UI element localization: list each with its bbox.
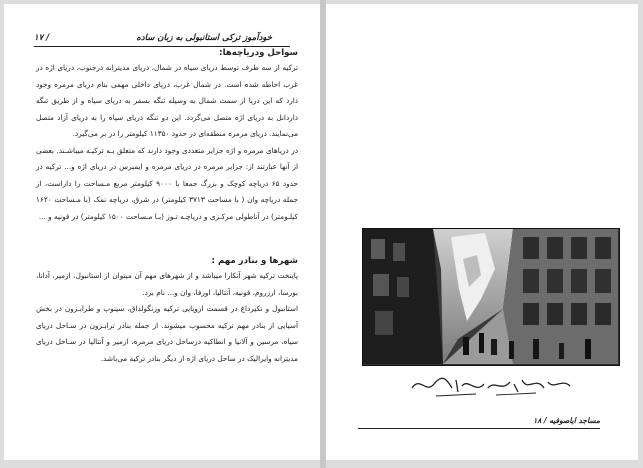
photo-caption: [406, 370, 576, 400]
paragraph: در دریاهای مرمره و اژه جزایر متعددی وجود دارند که متعلق بـه ترکیـه میباشـند. بعضی از آنها عبارتند از: جزایر مرمره در دریای مرمره و ایمبرس در دریای اژه و... ترکیه در حدود ۶۵ دریاچه کوچک و بزرگ جمعا با ۹۰۰۰ کیلومتر مربع مـساحت را داراست، از جمله دریاچه وان ( با مساحت ۳۷۱۳ کیلومتر) در شرق، دریاچه نمک (با مـساحت ۱۶۲۰ کیلـومتر) در آناطولی مرکـزی و دریاچـه تـوز (بـا مـساحت ۱۵۰۰ کیلومتر) در قونیه و ...: [36, 145, 298, 221]
section-coasts: [36, 46, 298, 225]
page-number: / ۱۷: [34, 33, 50, 43]
handwritten-caption: [406, 370, 576, 400]
book-title: خودآموز ترکی استانبولی به زبان ساده: [136, 33, 272, 43]
paragraph: ترکیه از سه طرف توسط دریای سیاه در شمال، دریای مدیترانه درجنوب، دریای اژه در غرب احاطه شده است. در شمال غرب، دریای داخلی مهمی بنام دریای مرمره وجود دارد که این دریا از سمت شمال به وسیله تنگه بسفر به دریای سیاه و از طریق تنگه داردانل به دریای اژه متصل می‌گردد. این دو تنگه دریای سیاه را به دریای آزاد متصل می‌نمایند. دریای مرمره منطقه‌ای در حدود ۱۱۳۵۰ کیلومتر را در بر می‌گیرد.: [36, 63, 298, 138]
section-cities: [36, 254, 298, 367]
section-heading: سواحل ودریاچه‌ها:: [219, 48, 298, 58]
street-photo: [362, 228, 620, 366]
left-page: [4, 4, 320, 460]
paragraph: استانبول و تکیرداغ در قسمت اروپایی ترکیه وزنگولداق، سینوپ و طرابـزون در بخش آسیایی از بنادر مهم ترکیه محسوب میشوند. از جمله بنادر ترابـزون در سـاحل دریای سیاه، مرسین و آلانیا و انطاکیه درساحل دریای مرمره، ازمیر و آنتالیا در سـاحل دریای مدیترانه وایرالیک در ساحل دریای اژه از دیگر بنادر ترکیه می‌باشد.: [36, 304, 298, 363]
paragraph: پایتخت ترکیه شهر آنکارا میباشد و از شهرهای مهم آن میتوان از استانبول، ازمیر، آدانا، بورسا، ارزروم، قونیه، آنتالیا، اورفا، وان و... نام برد.: [36, 271, 298, 297]
photo-image: [363, 229, 618, 364]
page-header: [34, 32, 290, 47]
footer-text: مساجد ایاصوفیه / ۱۸: [533, 416, 600, 425]
section-heading: شهرها و بنادر مهم :: [211, 256, 298, 266]
right-page: [326, 4, 638, 460]
page-footer: [358, 416, 600, 429]
